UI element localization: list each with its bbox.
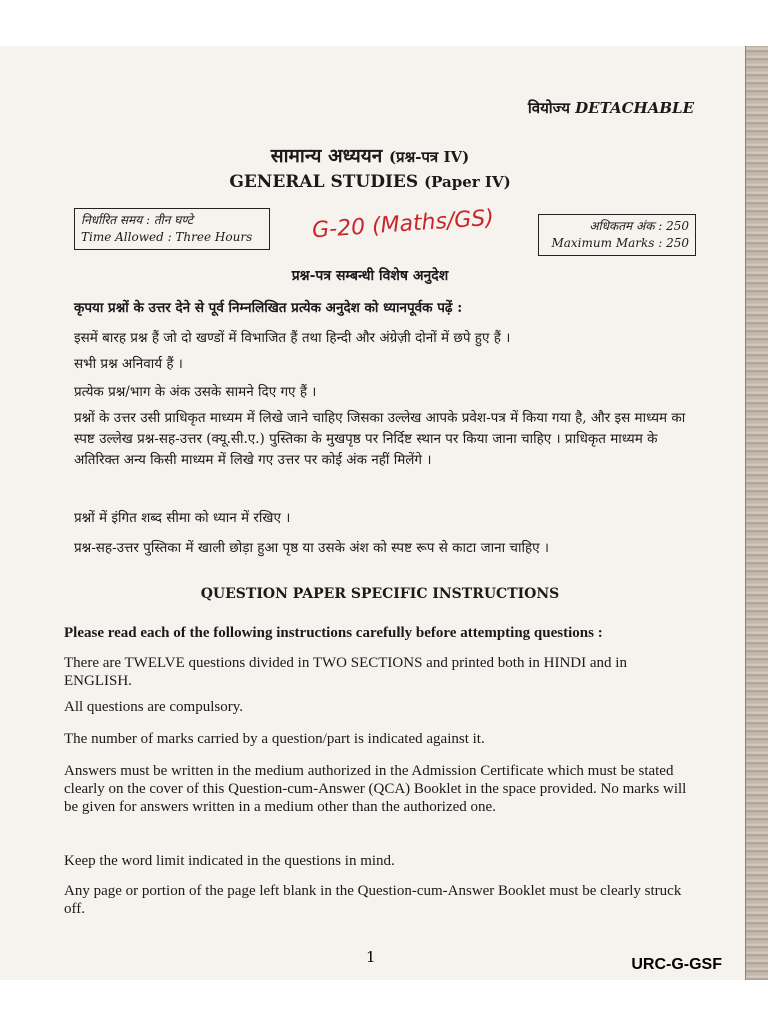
title-hindi-main: सामान्य अध्ययन [270,145,383,167]
english-instructions-heading: QUESTION PAPER SPECIFIC INSTRUCTIONS [200,586,560,602]
paper-code: URC-G-GSF [631,956,722,973]
detachable-english: DETACHABLE [575,99,694,117]
english-instruction-item: Any page or portion of the page left blank in the Question-cum-Answer Booklet must be clearly struck off. [64,883,682,917]
english-instruction-item: The number of marks carried by a question/part is indicated against it. [64,731,485,747]
hindi-instructions-intro: कृपया प्रश्नों के उत्तर देने से पूर्व निम्नलिखित प्रत्येक अनुदेश को ध्यानपूर्वक पढ़ें : [74,300,463,316]
hindi-instruction-item: प्रश्नों में इंगित शब्द सीमा को ध्यान में रखिए । [74,510,291,526]
page-number: 1 [366,948,376,966]
maximum-marks-box [538,214,696,256]
english-instruction-item: There are TWELVE questions divided in TWO SECTIONS and printed both in HINDI and in ENGLISH. [64,655,627,689]
detachable-hindi: वियोज्य [527,99,570,117]
english-instruction-item: Answers must be written in the medium authorized in the Admission Certificate which must be stated clearly on the cover of this Question-cum-Answer (QCA) Booklet in the space provided. No marks will be given for answers written in a medium other than the authorized one. [64,763,687,815]
exam-paper-page [0,46,768,980]
hindi-instructions-heading: प्रश्न-पत्र सम्बन्धी विशेष अनुदेश [291,268,449,284]
hindi-instruction-item: इसमें बारह प्रश्न हैं जो दो खण्डों में विभाजित हैं तथा हिन्दी और अंग्रेज़ी दोनों में छपे हुए हैं । [74,330,511,346]
booklet-spine [745,46,768,980]
hindi-instruction-item: प्रश्न-सह-उत्तर पुस्तिका में खाली छोड़ा हुआ पृष्ठ या उसके अंश को स्पष्ट रूप से काटा जाना चाहिए । [74,540,549,556]
maximum-marks-english: Maximum Marks : 250 [551,236,689,250]
hindi-instruction-item: सभी प्रश्न अनिवार्य हैं । [74,356,183,372]
title-hindi-paper: (प्रश्न-पत्र IV) [388,148,470,166]
title-hindi [0,142,740,168]
hindi-instruction-item: प्रश्नों के उत्तर उसी प्राधिकृत माध्यम में लिखे जाने चाहिए जिसका उल्लेख आपके प्रवेश-पत्र में किया गया है, और इस माध्यम का स्पष्ट उल्लेख प्रश्न-सह-उत्तर (क्यू.सी.ए.) पुस्तिका के मुखपृष्ठ पर निर्दिष्ट स्थान पर किया जाना चाहिए । प्राधिकृत माध्यम के अतिरिक्त अन्य किसी माध्यम में लिखे गए उत्तर पर कोई अंक नहीं मिलेंगे । [74,410,686,468]
title-english-main: GENERAL STUDIES [229,172,419,192]
time-allowed-hindi: निर्धारित समय : तीन घण्टे [81,213,193,227]
handwritten-note: G-20 (Maths/GS) [311,205,495,244]
hindi-instruction-item: प्रत्येक प्रश्न/भाग के अंक उसके सामने दिए गए हैं । [74,384,317,400]
english-instruction-item: All questions are compulsory. [64,699,243,715]
title-english [0,172,740,192]
english-instructions-intro: Please read each of the following instructions carefully before attempting questions : [64,625,603,641]
time-allowed-english: Time Allowed : Three Hours [81,230,253,244]
title-english-paper: (Paper IV) [424,173,511,191]
english-instruction-item: Keep the word limit indicated in the questions in mind. [64,853,395,869]
maximum-marks-hindi: अधिकतम अंक : 250 [589,219,689,233]
time-allowed-box [74,208,270,250]
detachable-label [528,98,694,118]
